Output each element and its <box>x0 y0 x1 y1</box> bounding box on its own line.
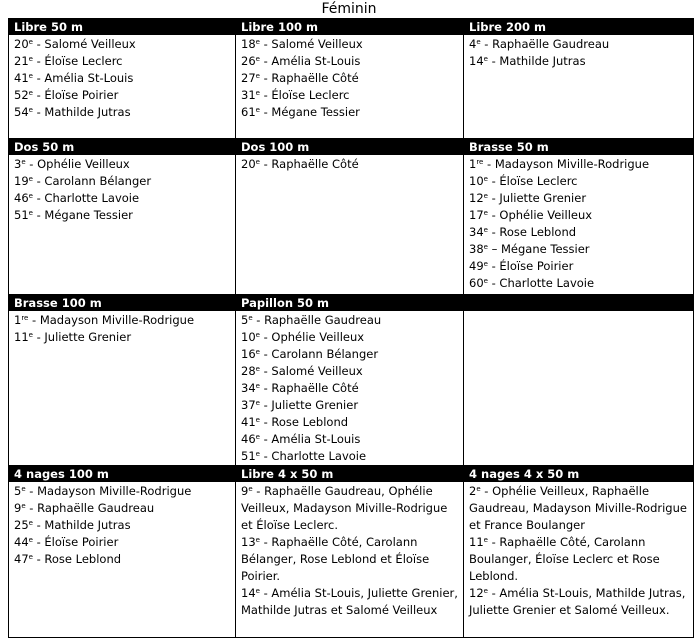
swimmer-names: - Charlotte Lavoie <box>487 276 595 290</box>
result-entry <box>14 207 231 224</box>
result-entry <box>14 53 231 70</box>
rank-suffix: e <box>248 485 253 493</box>
result-entry <box>14 517 231 534</box>
rank-suffix: e <box>28 192 33 200</box>
rank-suffix: e <box>483 209 488 217</box>
rank-number: 34 <box>241 381 256 395</box>
result-entry <box>469 36 689 53</box>
rank-suffix: e <box>255 106 260 114</box>
result-entry <box>241 312 459 329</box>
result-entry <box>469 241 689 258</box>
rank-number: 5 <box>241 313 249 327</box>
rank-suffix: e <box>476 485 481 493</box>
rank-suffix: e <box>255 433 260 441</box>
rank-number: 46 <box>241 432 256 446</box>
rank-suffix: e <box>483 587 488 595</box>
result-entry <box>469 483 689 534</box>
event-header <box>464 295 694 311</box>
swimmer-names: - Mathilde Jutras <box>32 518 131 532</box>
results-cell <box>464 311 694 466</box>
page-title: Féminin <box>321 1 377 17</box>
rank-number: 25 <box>14 518 29 532</box>
results-cell <box>236 311 464 466</box>
results-cell <box>9 311 236 466</box>
rank-number: 21 <box>14 54 29 68</box>
swimmer-names: - Amélia St-Louis <box>32 71 134 85</box>
rank-suffix: e <box>255 536 260 544</box>
swimmer-names: - Mégane Tessier <box>259 105 360 119</box>
rank-suffix: e <box>21 158 26 166</box>
rank-number: 18 <box>241 37 256 51</box>
rank-number: 44 <box>14 535 29 549</box>
swimmer-names: - Rose Leblond <box>259 415 349 429</box>
result-entry <box>241 87 459 104</box>
result-entry <box>241 534 459 585</box>
rank-suffix: e <box>255 55 260 63</box>
result-entry <box>14 551 231 568</box>
result-entry <box>14 36 231 53</box>
rank-number: 12 <box>469 191 484 205</box>
rank-number: 14 <box>469 54 484 68</box>
results-cell <box>236 482 464 638</box>
result-entry <box>241 329 459 346</box>
swimmer-names: - Éloïse Leclerc <box>487 174 578 188</box>
rank-number: 54 <box>14 105 29 119</box>
rank-suffix: e <box>28 55 33 63</box>
swimmer-names: - Raphaëlle Gaudreau <box>25 501 155 515</box>
rank-number: 38 <box>469 242 484 256</box>
swimmer-names: - Ophélie Veilleux <box>259 330 365 344</box>
rank-number: 60 <box>469 276 484 290</box>
results-row <box>9 311 694 466</box>
swimmer-names: - Carolann Bélanger <box>259 347 379 361</box>
rank-number: 13 <box>241 535 256 549</box>
rank-number: 19 <box>14 174 29 188</box>
swimmer-names: - Éloïse Poirier <box>32 535 119 549</box>
rank-suffix: e <box>28 89 33 97</box>
rank-suffix: e <box>483 175 488 183</box>
result-entry <box>241 483 459 534</box>
rank-suffix: e <box>255 158 260 166</box>
rank-suffix: e <box>255 382 260 390</box>
rank-number: 9 <box>241 484 249 498</box>
result-entry <box>14 156 231 173</box>
swimmer-names: - Amélia St-Louis <box>259 54 361 68</box>
result-entry <box>241 380 459 397</box>
rank-suffix: e <box>255 450 260 458</box>
swimmer-names: - Juliette Grenier <box>32 330 132 344</box>
event-header: Libre 200 m <box>464 19 694 35</box>
event-header: Dos 100 m <box>236 139 464 155</box>
rank-suffix: e <box>255 89 260 97</box>
rank-number: 10 <box>241 330 256 344</box>
rank-number: 28 <box>241 364 256 378</box>
result-entry <box>469 207 689 224</box>
swimmer-names: - Madayson Miville-Rodrigue <box>25 484 192 498</box>
swimmer-names: – Mégane Tessier <box>487 242 590 256</box>
swimmer-names: - Raphaëlle Côté, Carolann Bélanger, Rose Leblond et Éloïse Poirier. <box>241 535 430 583</box>
rank-suffix: e <box>28 331 33 339</box>
results-table <box>8 18 694 638</box>
rank-number: 1 <box>14 313 22 327</box>
rank-number: 51 <box>14 208 29 222</box>
result-entry <box>469 156 689 173</box>
rank-suffix: e <box>483 226 488 234</box>
rank-suffix: e <box>255 72 260 80</box>
rank-suffix: e <box>476 38 481 46</box>
swimmer-names: - Charlotte Lavoie <box>259 449 367 463</box>
event-header: Libre 4 x 50 m <box>236 466 464 482</box>
swimmer-names: - Salomé Veilleux <box>32 37 136 51</box>
rank-number: 17 <box>469 208 484 222</box>
result-entry <box>14 104 231 121</box>
swimmer-names: - Amélia St-Louis, Mathilde Jutras, Juliette Grenier et Salomé Veilleux. <box>469 586 686 617</box>
result-entry <box>14 312 231 329</box>
result-entry <box>469 173 689 190</box>
rank-number: 2 <box>469 484 477 498</box>
result-entry <box>469 534 689 585</box>
rank-suffix: e <box>255 416 260 424</box>
swimmer-names: - Ophélie Veilleux, Raphaëlle Gaudreau, Madayson Miville-Rodrigue et France Boulanger <box>469 484 687 532</box>
result-entry <box>14 87 231 104</box>
results-cell <box>464 155 694 295</box>
rank-number: 16 <box>241 347 256 361</box>
rank-number: 1 <box>469 157 477 171</box>
rank-number: 11 <box>469 535 484 549</box>
rank-suffix: e <box>28 175 33 183</box>
rank-suffix: e <box>255 587 260 595</box>
result-entry <box>241 346 459 363</box>
swimmer-names: - Rose Leblond <box>32 552 122 566</box>
results-cell <box>464 35 694 139</box>
rank-suffix: e <box>255 365 260 373</box>
swimmer-names: - Éloïse Leclerc <box>259 88 350 102</box>
result-entry <box>241 431 459 448</box>
swimmer-names: - Ophélie Veilleux <box>487 208 593 222</box>
event-header-row <box>9 295 694 311</box>
rank-number: 3 <box>14 157 22 171</box>
rank-suffix: e <box>483 192 488 200</box>
result-entry <box>469 53 689 70</box>
swimmer-names: - Raphaëlle Côté <box>259 381 359 395</box>
event-header-row <box>9 139 694 155</box>
result-entry <box>14 190 231 207</box>
result-entry <box>469 190 689 207</box>
event-header-row <box>9 466 694 482</box>
swimmer-names: - Salomé Veilleux <box>259 364 363 378</box>
result-entry <box>14 329 231 346</box>
swimmer-names: - Éloïse Poirier <box>32 88 119 102</box>
swimmer-names: - Rose Leblond <box>487 225 577 239</box>
swimmer-names: - Mathilde Jutras <box>32 105 131 119</box>
rank-suffix: e <box>28 553 33 561</box>
rank-number: 47 <box>14 552 29 566</box>
rank-number: 14 <box>241 586 256 600</box>
event-header: Brasse 100 m <box>9 295 236 311</box>
swimmer-names: - Amélia St-Louis <box>259 432 361 446</box>
event-header: Brasse 50 m <box>464 139 694 155</box>
event-header: Papillon 50 m <box>236 295 464 311</box>
results-cell <box>9 482 236 638</box>
swimmer-names: - Juliette Grenier <box>487 191 587 205</box>
result-entry <box>241 70 459 87</box>
swimmer-names: - Madayson Miville-Rodrigue <box>483 157 650 171</box>
result-entry <box>14 173 231 190</box>
result-entry <box>469 258 689 275</box>
rank-number: 52 <box>14 88 29 102</box>
rank-number: 11 <box>14 330 29 344</box>
swimmer-names: - Ophélie Veilleux <box>25 157 130 171</box>
rank-suffix: e <box>483 243 488 251</box>
result-entry <box>469 224 689 241</box>
rank-suffix: e <box>21 485 26 493</box>
swimmer-names: - Charlotte Lavoie <box>32 191 140 205</box>
event-header: Dos 50 m <box>9 139 236 155</box>
swimmer-names: - Salomé Veilleux <box>259 37 363 51</box>
rank-number: 61 <box>241 105 256 119</box>
event-header: Libre 50 m <box>9 19 236 35</box>
rank-number: 46 <box>14 191 29 205</box>
rank-suffix: e <box>28 209 33 217</box>
swimmer-names: - Mégane Tessier <box>32 208 133 222</box>
results-cell <box>9 155 236 295</box>
rank-number: 4 <box>469 37 477 51</box>
rank-suffix: e <box>255 399 260 407</box>
result-entry <box>14 500 231 517</box>
rank-number: 49 <box>469 259 484 273</box>
result-entry <box>241 414 459 431</box>
rank-number: 41 <box>14 71 29 85</box>
rank-suffix: e <box>28 519 33 527</box>
rank-number: 5 <box>14 484 22 498</box>
swimmer-names: - Juliette Grenier <box>259 398 359 412</box>
rank-suffix: re <box>21 314 29 322</box>
result-entry <box>14 70 231 87</box>
rank-suffix: e <box>483 260 488 268</box>
swimmer-names: - Éloïse Poirier <box>487 259 574 273</box>
rank-suffix: e <box>28 72 33 80</box>
swimmer-names: - Raphaëlle Côté, Carolann Boulanger, Éloïse Leclerc et Rose Leblond. <box>469 535 660 583</box>
event-header: 4 nages 4 x 50 m <box>464 466 694 482</box>
results-row <box>9 482 694 638</box>
results-row <box>9 35 694 139</box>
result-entry <box>14 483 231 500</box>
rank-number: 27 <box>241 71 256 85</box>
swimmer-names: - Amélia St-Louis, Juliette Grenier, Mathilde Jutras et Salomé Veilleux <box>241 586 458 617</box>
results-row <box>9 155 694 295</box>
rank-suffix: e <box>248 314 253 322</box>
rank-suffix: e <box>255 331 260 339</box>
rank-suffix: re <box>476 158 484 166</box>
swimmer-names: - Raphaëlle Côté <box>259 71 359 85</box>
results-cell <box>236 155 464 295</box>
rank-number: 12 <box>469 586 484 600</box>
result-entry <box>241 448 459 465</box>
swimmer-names: - Mathilde Jutras <box>487 54 586 68</box>
swimmer-names: - Raphaëlle Gaudreau <box>480 37 610 51</box>
results-cell <box>9 35 236 139</box>
event-header: 4 nages 100 m <box>9 466 236 482</box>
event-header-row <box>9 19 694 35</box>
rank-number: 10 <box>469 174 484 188</box>
rank-number: 34 <box>469 225 484 239</box>
result-entry <box>14 534 231 551</box>
result-entry <box>241 585 459 619</box>
rank-suffix: e <box>483 55 488 63</box>
result-entry <box>241 53 459 70</box>
rank-number: 20 <box>14 37 29 51</box>
rank-suffix: e <box>21 502 26 510</box>
swimmer-names: - Raphaëlle Gaudreau, Ophélie Veilleux, Madayson Miville-Rodrigue et Éloïse Leclerc. <box>241 484 448 532</box>
results-table-body <box>9 19 694 638</box>
result-entry <box>241 156 459 173</box>
result-entry <box>469 275 689 292</box>
result-entry <box>241 36 459 53</box>
result-entry <box>241 104 459 121</box>
swimmer-names: - Raphaëlle Côté <box>259 157 359 171</box>
rank-number: 51 <box>241 449 256 463</box>
rank-number: 9 <box>14 501 22 515</box>
rank-number: 20 <box>241 157 256 171</box>
event-header: Libre 100 m <box>236 19 464 35</box>
rank-number: 41 <box>241 415 256 429</box>
rank-number: 31 <box>241 88 256 102</box>
swimmer-names: - Carolann Bélanger <box>32 174 152 188</box>
rank-suffix: e <box>28 536 33 544</box>
results-cell <box>236 35 464 139</box>
result-entry <box>241 363 459 380</box>
rank-suffix: e <box>28 106 33 114</box>
result-entry <box>241 397 459 414</box>
result-entry <box>469 585 689 619</box>
swimmer-names: - Madayson Miville-Rodrigue <box>28 313 195 327</box>
swimmer-names: - Raphaëlle Gaudreau <box>252 313 382 327</box>
rank-suffix: e <box>483 277 488 285</box>
rank-suffix: e <box>255 348 260 356</box>
rank-number: 26 <box>241 54 256 68</box>
rank-number: 37 <box>241 398 256 412</box>
results-cell <box>464 482 694 638</box>
rank-suffix: e <box>28 38 33 46</box>
rank-suffix: e <box>483 536 488 544</box>
swimmer-names: - Éloïse Leclerc <box>32 54 123 68</box>
rank-suffix: e <box>255 38 260 46</box>
